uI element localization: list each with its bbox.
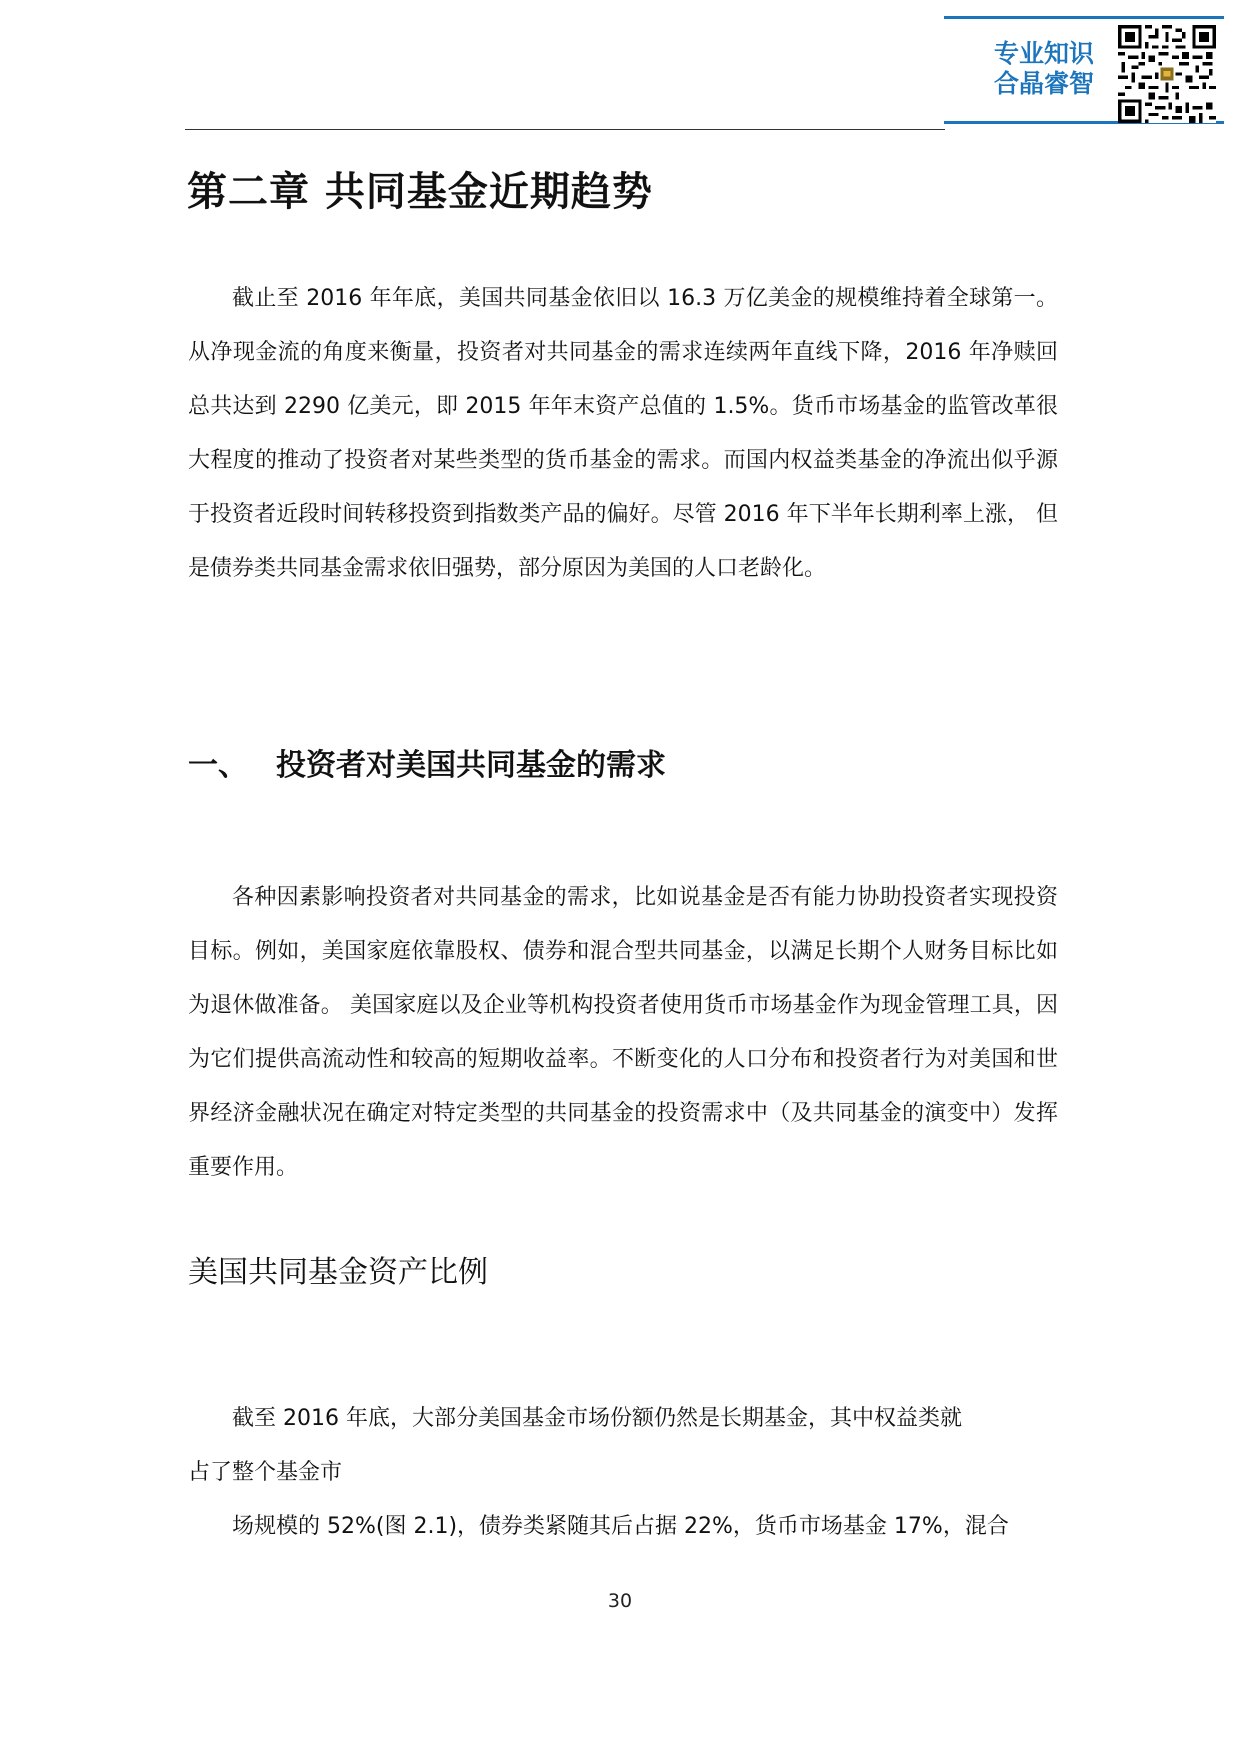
section-number: 一、 bbox=[188, 748, 248, 783]
section-heading bbox=[188, 740, 666, 784]
subsection-line-3: 场规模的 52%(图 2.1)，债券类紧随其后占据 22%，货币市场基金 17%，混合 bbox=[232, 1514, 1009, 1539]
subsection-paragraph bbox=[188, 1392, 1058, 1554]
section-paragraph: 各种因素影响投资者对共同基金的需求，比如说基金是否有能力协助投资者实现投资目标。例如，美国家庭依靠股权、债券和混合型共同基金，以满足长期个人财务目标比如为退休做准备。 美国家庭以及企业等机构投资者使用货币市场基金作为现金管理工具，因为它们提供高流动性和较高的短期收益率。不断变化的人口分布和投资者行为对美国和世界经济金融状况在确定对特定类型的共同基金的投资需求中（及共同基金的演变中）发挥重要作用。 bbox=[188, 885, 1058, 1180]
brand-line-2: 合晶睿智 bbox=[993, 69, 1094, 98]
subsection-line-2: 占了整个基金市 bbox=[188, 1460, 343, 1485]
brand-line-1: 专业知识 bbox=[993, 39, 1094, 68]
brand-text bbox=[964, 39, 1124, 99]
chapter-title: 第二章 共同基金近期趋势 bbox=[187, 169, 653, 215]
section-title: 投资者对美国共同基金的需求 bbox=[276, 748, 666, 783]
subsection-heading: 美国共同基金资产比例 bbox=[188, 1255, 488, 1290]
page-number: 30 bbox=[607, 1590, 633, 1612]
header-brand-box bbox=[944, 16, 1224, 124]
header-divider bbox=[185, 129, 945, 130]
intro-paragraph: 截止至 2016 年年底，美国共同基金依旧以 16.3 万亿美金的规模维持着全球第一。从净现金流的角度来衡量，投资者对共同基金的需求连续两年直线下降，2016 年净赎回总共达到 2290 亿美元，即 2015 年年末资产总值的 1.5%。货币市场基金的监管改革很大程度的推动了投资者对某些类型的货币基金的需求。而国内权益类基金的净流出似乎源于投资者近段时间转移投资到指数类产品的偏好。尽管 2016 年下半年长期利率上涨， 但是债券类共同基金需求依旧强势，部分原因为美国的人口老龄化。 bbox=[188, 286, 1058, 581]
qr-code-icon bbox=[1118, 25, 1216, 123]
subsection-line-1: 截至 2016 年底，大部分美国基金市场份额仍然是长期基金，其中权益类就 bbox=[232, 1406, 962, 1431]
